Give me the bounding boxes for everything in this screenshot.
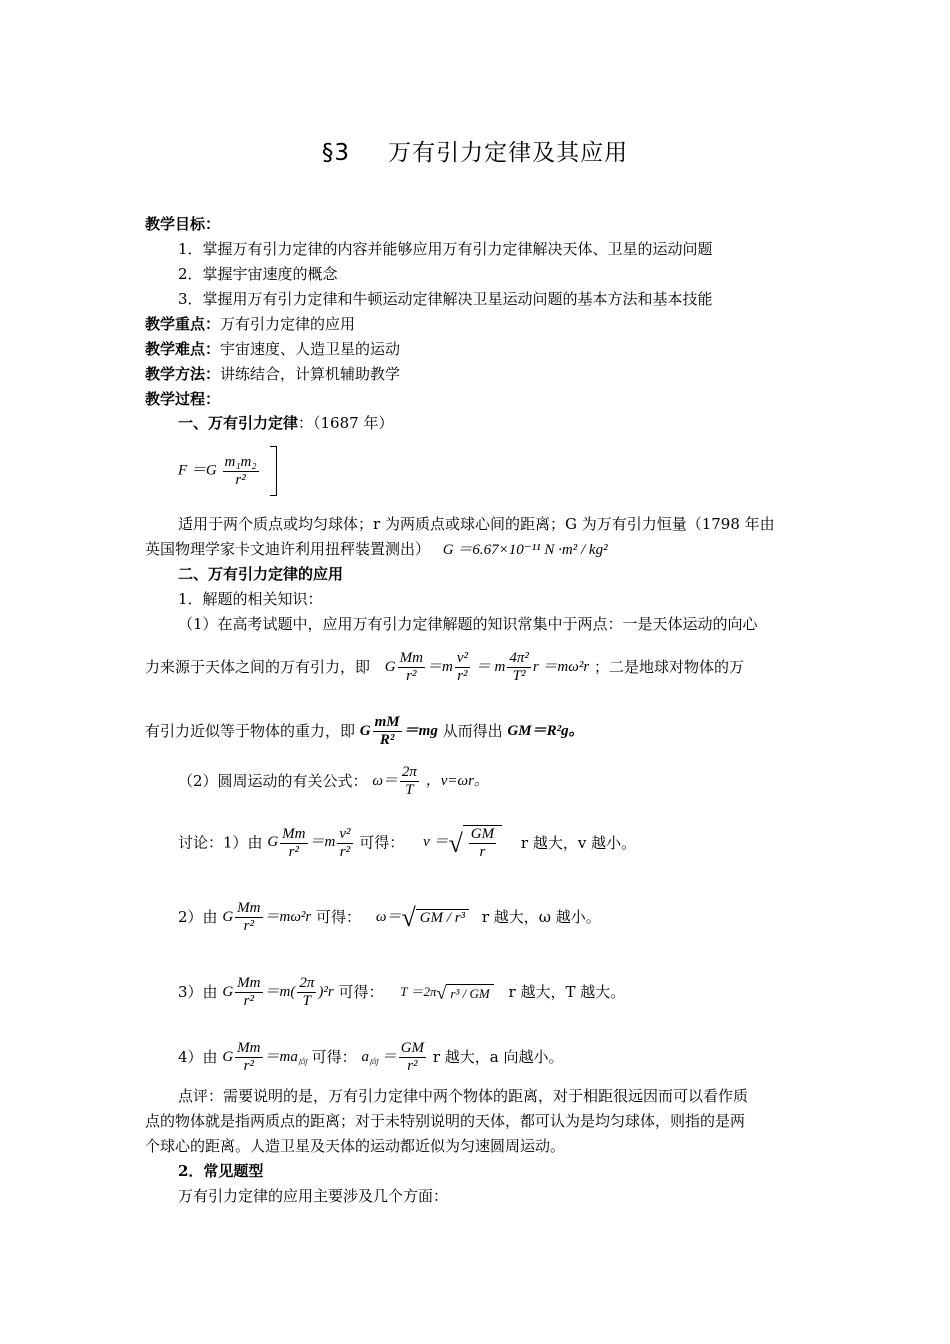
part2-sub1: 1．解题的相关知识： <box>178 590 323 608</box>
section-number: §3 <box>321 140 351 166</box>
formula-bracket <box>270 446 277 496</box>
p1-line3-pre: 有引力近似等于物体的重力，即 <box>145 722 356 740</box>
part1-year: ：（1687 年） <box>298 414 394 432</box>
d3-post: r 越大，T 越大。 <box>508 983 626 1001</box>
d4-mid: 可得： <box>311 1048 357 1066</box>
d2-formula: G $\frac{Mm}{\text{r²}}$ ＝mω²r <box>222 900 312 934</box>
difficult-text: 宇宙速度、人造卫星的运动 <box>220 340 401 358</box>
p1-line1: （1）在高考试题中，应用万有引力定律解题的知识常集中于两点：一是天体运动的向心 <box>178 615 758 633</box>
p1-line2-post: ；二是地球对物体的万 <box>593 658 744 676</box>
formula-numerator: m₁m₂ <box>224 453 257 470</box>
d1-pre: 讨论：1）由 <box>178 833 263 852</box>
discussion-4 <box>178 1040 563 1075</box>
d3-result: T ＝2π√ r³ / GM <box>400 984 493 999</box>
goal-item-1: 1．掌握万有引力定律的内容并能够应用万有引力定律解决天体、卫星的运动问题 <box>178 240 713 258</box>
p1-line3 <box>145 714 584 749</box>
d4-pre: 4）由 <box>178 1048 218 1066</box>
difficult-label: 教学难点： <box>145 340 221 358</box>
omega-formula: ω＝ $\frac{2\pi}{T}$ <box>372 764 417 798</box>
d2-pre: 2）由 <box>178 908 218 926</box>
d4-formula: G $\frac{Mm}{\text{r²}}$ $=ma_向$ <box>222 1040 307 1074</box>
g-value: G ＝6.67×10⁻¹¹ N ·m² / kg² <box>442 542 608 558</box>
p1-line2 <box>145 650 744 685</box>
goal-item-2: 2．掌握宇宙速度的概念 <box>178 265 338 283</box>
d2-mid: 可得： <box>316 908 362 926</box>
comment-line2: 点的物体就是指两质点的距离；对于未特别说明的天体，都可认为是均匀球体，则指的是两 <box>145 1112 746 1130</box>
part1-para-line2 <box>145 539 608 560</box>
comment-line1: 点评：需要说明的是，万有引力定律中两个物体的距离，对于相距很远因而可以看作质 <box>178 1087 749 1105</box>
p2-line <box>178 764 489 799</box>
difficult-point <box>145 339 400 359</box>
part1-para-line1: 适用于两个质点或均匀球体；r 为两质点或球心间的距离；G 为万有引力恒量（1798 年由 <box>178 515 775 533</box>
goals-heading: 教学目标： <box>145 215 221 233</box>
discussion-3 <box>178 975 625 1010</box>
d1-result: v ＝√ $\frac{GM}{r}$ <box>423 834 502 850</box>
page-title <box>0 134 950 167</box>
d4-result: $a_向$ ＝ $\frac{GM}{\text{r²}}$ <box>361 1040 425 1074</box>
discussion-2 <box>178 900 601 935</box>
d3-formula: G $\frac{Mm}{\text{r²}}$ ＝m( $\frac{2\pi}{T}$ )²r <box>222 975 334 1009</box>
p2-pre: （2）圆周运动的有关公式： <box>178 772 368 790</box>
d1-formula: G $\frac{Mm}{\text{r²}}$ ＝m $\frac{\text{v²}}{\text{r²}}$ <box>267 825 351 860</box>
d2-result: ω＝√ GM / r³ <box>376 909 469 925</box>
method-text: 讲练结合，计算机辅助教学 <box>220 365 401 383</box>
last-line: 万有引力定律的应用主要涉及几个方面： <box>178 1187 449 1205</box>
p1-line3-end: GM＝R²g。 <box>507 723 584 739</box>
p1-line3-post: 从而得出 <box>442 722 503 740</box>
gravity-weight-formula: G $\frac{mM}{\text{R²}}$ ＝mg <box>359 714 438 748</box>
part1-heading-line <box>178 413 393 433</box>
part2-heading: 二、万有引力定律的应用 <box>178 565 344 583</box>
formula-denominator: r² <box>235 471 246 488</box>
key-point <box>145 314 355 334</box>
key-label: 教学重点： <box>145 315 221 333</box>
d1-post: r 越大，v 越小。 <box>520 833 637 852</box>
p2-post: ，v=ωr。 <box>425 773 489 789</box>
method-label: 教学方法： <box>145 365 221 383</box>
gravitation-formula <box>178 446 277 496</box>
d2-post: r 越大，ω 越小。 <box>481 908 601 926</box>
title-text: 万有引力定律及其应用 <box>388 140 629 166</box>
part1-heading: 一、万有引力定律 <box>178 414 299 432</box>
process-label: 教学过程： <box>145 390 221 408</box>
p1-line2-pre: 力来源于天体之间的万有引力，即 <box>145 658 371 676</box>
discussion-1 <box>178 825 636 861</box>
part2-sub2: 2．常见题型 <box>178 1162 264 1180</box>
centripetal-formula: G $\frac{Mm}{\text{r²}}$ ＝m $\frac{\text{v²}}{\text{r²}}$ ＝ m $\frac{\text{4π²}}{\text{T²}}$ r ＝mω²r <box>384 650 590 684</box>
d1-mid: 可得： <box>359 833 405 852</box>
d4-post: r 越大，a 向越小。 <box>432 1048 564 1066</box>
d3-mid: 可得： <box>338 983 384 1001</box>
formula-lhs: F ＝G <box>178 462 217 479</box>
goal-item-3: 3．掌握用万有引力定律和牛顿运动定律解决卫星运动问题的基本方法和基本技能 <box>178 290 713 308</box>
teaching-method <box>145 364 400 384</box>
part1-para-line2-text: 英国物理学家卡文迪许利用扭秤装置测出） <box>145 540 431 558</box>
comment-line3: 个球心的距离。人造卫星及天体的运动都近似为匀速圆周运动。 <box>145 1137 566 1155</box>
key-text: 万有引力定律的应用 <box>220 315 356 333</box>
formula-fraction <box>223 454 259 489</box>
d3-pre: 3）由 <box>178 983 218 1001</box>
